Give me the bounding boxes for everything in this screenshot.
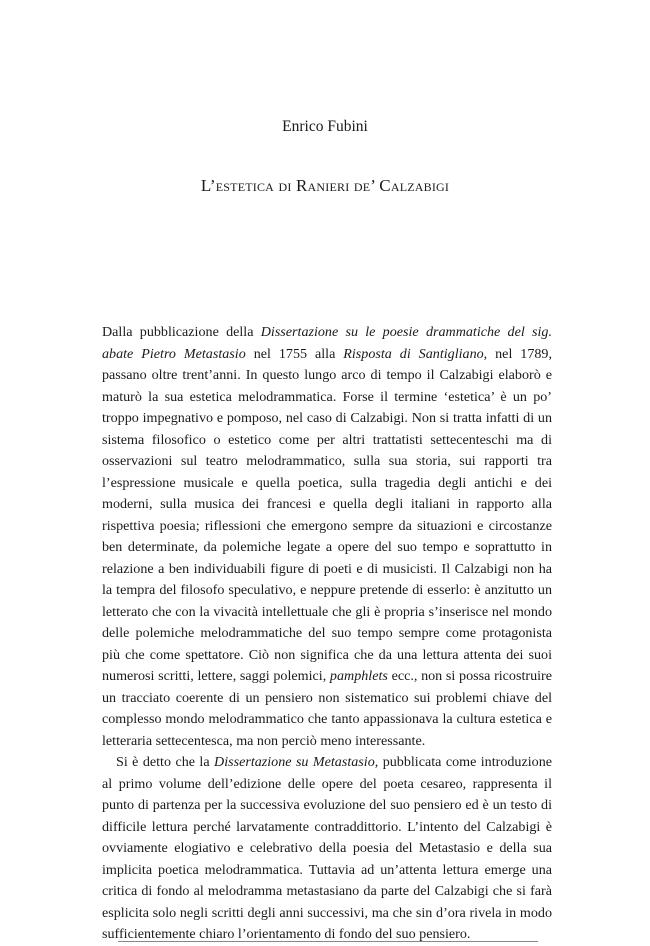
paragraph-1	[102, 322, 552, 752]
chapter-title	[0, 176, 650, 196]
p1-text-1: Dalla pubblicazione della	[102, 324, 261, 340]
paragraph-2	[102, 752, 552, 946]
author-name: Enrico Fubini	[282, 118, 368, 135]
page-bottom-rule	[118, 941, 538, 942]
p2-italic-title: Dissertazione su Metastasio	[214, 754, 375, 770]
p1-text-3: , nel 1789, passano oltre trent’anni. In questo lungo arco di tempo il Calzabigi elaborò e maturò la sua estetica melodrammatica. Forse il termine ‘estetica’ è un po’ troppo impegnativo e pomposo, nel caso di Calzabigi. Non si tratta infatti di un sistema filosofico o estetico come per altri trattatisti settecenteschi ma di osservazioni sul teatro melodrammatico, sulla sua storia, sui rapporti tra l’espressione musicale e quella poetica, sulla tragedia degli antichi e dei moderni, sulla musica dei francesi e quella degli italiani in rapporto alla rispettiva poesia; riflessioni che emergono sempre da situazioni e circostanze ben determinate, da polemiche legate a opere del suo tempo e soprattutto in relazione a ben individuabili figure di poeti e di musicisti. Il Calzabigi non ha la tempra del filosofo speculativo, e neppure pretende di esserlo: è anzitutto un letterato che con la vivacità intellettuale che gli è propria s’inserisce nel mondo delle polemiche melodrammatiche del suo tempo sempre come protagonista più che come spettatore. Ciò non significa che da una lettura attenta dei suoi numerosi scritti, lettere, saggi polemici,	[102, 345, 553, 684]
p1-italic-title-1: Dissertazione su le poesie drammatiche del sig. abate Pietro Metastasio	[102, 324, 552, 362]
p1-italic-word: pamphlets	[329, 668, 388, 684]
p2-text-2: , pubblicata come introduzione al primo volume dell’edizione delle opere del poeta cesareo, rappresenta il punto di partenza per la successiva evoluzione del suo pensiero ed è un testo di difficile lettura perché larvatamente contraddittorio. L’intento del Calzabigi è ovviamente elogiativo e celebrativo della poesia del Metastasio e della sua implicita poetica melodrammatica. Tuttavia ad un’attenta lettura emerge una critica di fondo al melodramma metastasiano da parte del Calzabigi che si farà esplicita solo negli scritti degli anni successivi, ma che sin d’ora rivela in modo sufficientemente chiaro l’orientamento di fondo del suo pensiero.	[102, 754, 552, 942]
chapter-title-text: L’estetica di Ranieri de’ Calzabigi	[200, 176, 450, 195]
p1-italic-title-2: Risposta di Santigliano	[343, 345, 484, 362]
p2-text-1: Si è detto che la	[116, 754, 215, 770]
p1-text-4: ecc., non si possa ricostruire un tracciato coerente di un pensiero non sistematico sui problemi chiave del complesso mondo melodrammatico che tanto appassionava la cultura estetica e letteraria settecentesca, ma non perciò meno interessante.	[102, 668, 552, 749]
p1-text-2: nel 1755 alla	[245, 345, 344, 362]
body-text	[102, 322, 552, 946]
